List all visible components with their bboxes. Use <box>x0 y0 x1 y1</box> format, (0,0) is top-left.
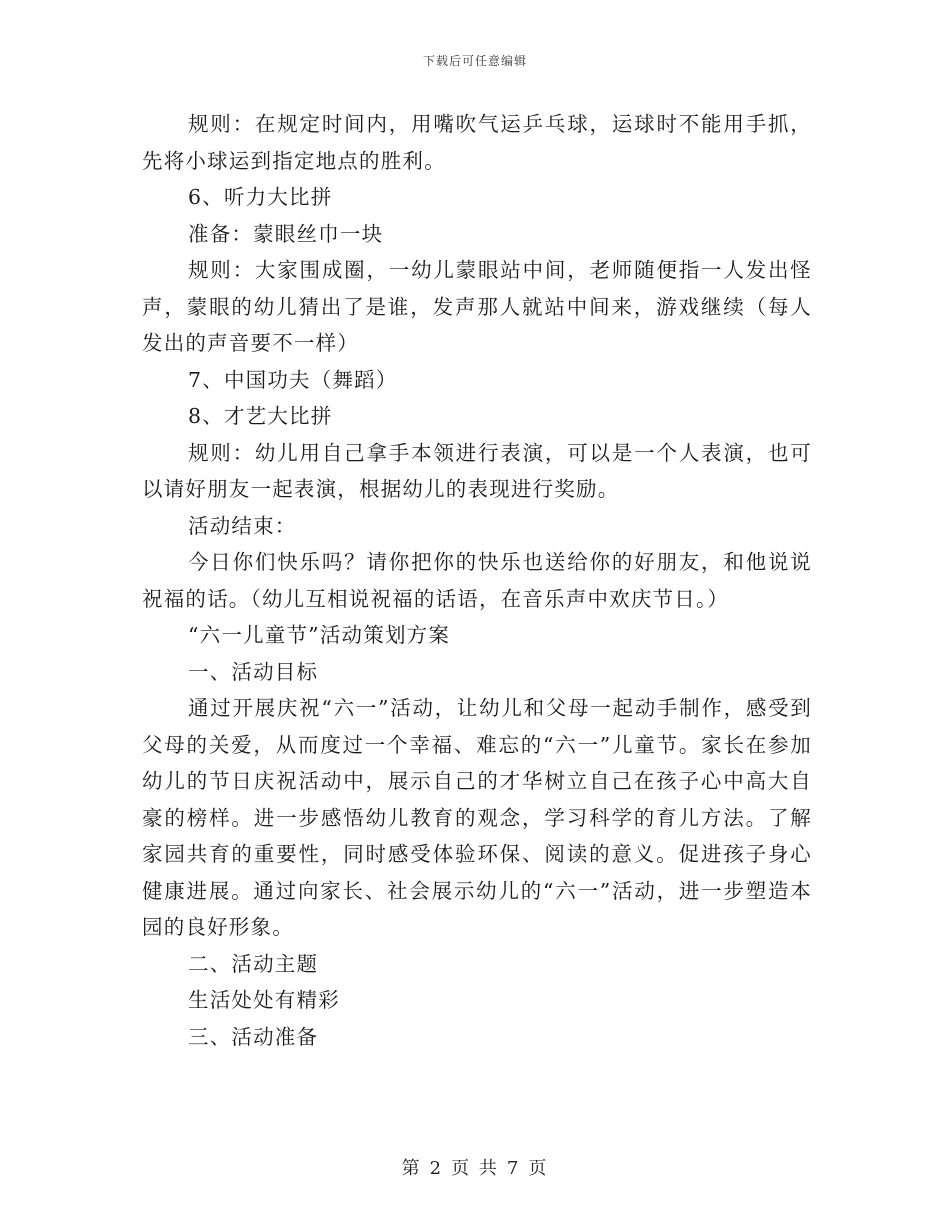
footer-prefix: 第 <box>401 1158 422 1179</box>
section-heading-preparation: 三、活动准备 <box>188 1024 319 1049</box>
preparation-line: 准备：蒙眼丝巾一块 <box>188 221 384 246</box>
activity-end-paragraph: 今日你们快乐吗？请你把你的快乐也送给你的好朋友，和他说说祝福的话。（幼儿互相说祝福的话语，在音乐声中欢庆节日。） <box>142 550 812 611</box>
footer-page-number: 2 <box>429 1158 444 1179</box>
page-footer <box>0 1154 950 1180</box>
rule-paragraph-talent: 规则：幼儿用自己拿手本领进行表演，可以是一个人表演，也可以请好朋友一起表演，根据幼儿的表现进行奖励。 <box>142 440 812 501</box>
section-heading-goals: 一、活动目标 <box>188 659 319 684</box>
section-heading-theme: 二、活动主题 <box>188 951 319 976</box>
footer-suffix: 页 <box>528 1158 549 1179</box>
theme-text: 生活处处有精彩 <box>188 988 340 1012</box>
rule-paragraph-ping-pong: 规则：在规定时间内，用嘴吹气运乒乓球，运球时不能用手抓，先将小球运到指定地点的胜利。 <box>142 112 812 173</box>
item-heading-listening: 6、听力大比拼 <box>188 185 333 209</box>
footer-total-pages: 7 <box>506 1158 521 1179</box>
item-heading-talent: 8、才艺大比拼 <box>188 404 333 428</box>
page-header: 下载后可任意编辑 <box>422 54 527 68</box>
footer-middle: 页 共 <box>451 1158 499 1179</box>
goals-paragraph: 通过开展庆祝“六一”活动，让幼儿和父母一起动手制作，感受到父母的关爱，从而度过一个幸福、难忘的“六一”儿童节。家长在参加幼儿的节日庆祝活动中，展示自己的才华树立自己在孩子心中高大自豪的榜样。进一步感悟幼儿教育的观念，学习科学的育儿方法。了解家园共育的重要性，同时感受体验环保、阅读的意义。促进孩子身心健康进展。通过向家长、社会展示幼儿的“六一”活动，进一步塑造本园的良好形象。 <box>142 696 812 939</box>
rule-paragraph-listening: 规则：大家围成圈，一幼儿蒙眼站中间，老师随便指一人发出怪声，蒙眼的幼儿猜出了是谁，发声那人就站中间来，游戏继续（每人发出的声音要不一样） <box>142 258 812 355</box>
item-heading-kungfu: 7、中国功夫（舞蹈） <box>188 367 398 392</box>
document-body <box>142 106 812 1055</box>
activity-end-heading: 活动结束： <box>188 513 297 538</box>
plan-title: “六一儿童节”活动策划方案 <box>188 623 451 647</box>
